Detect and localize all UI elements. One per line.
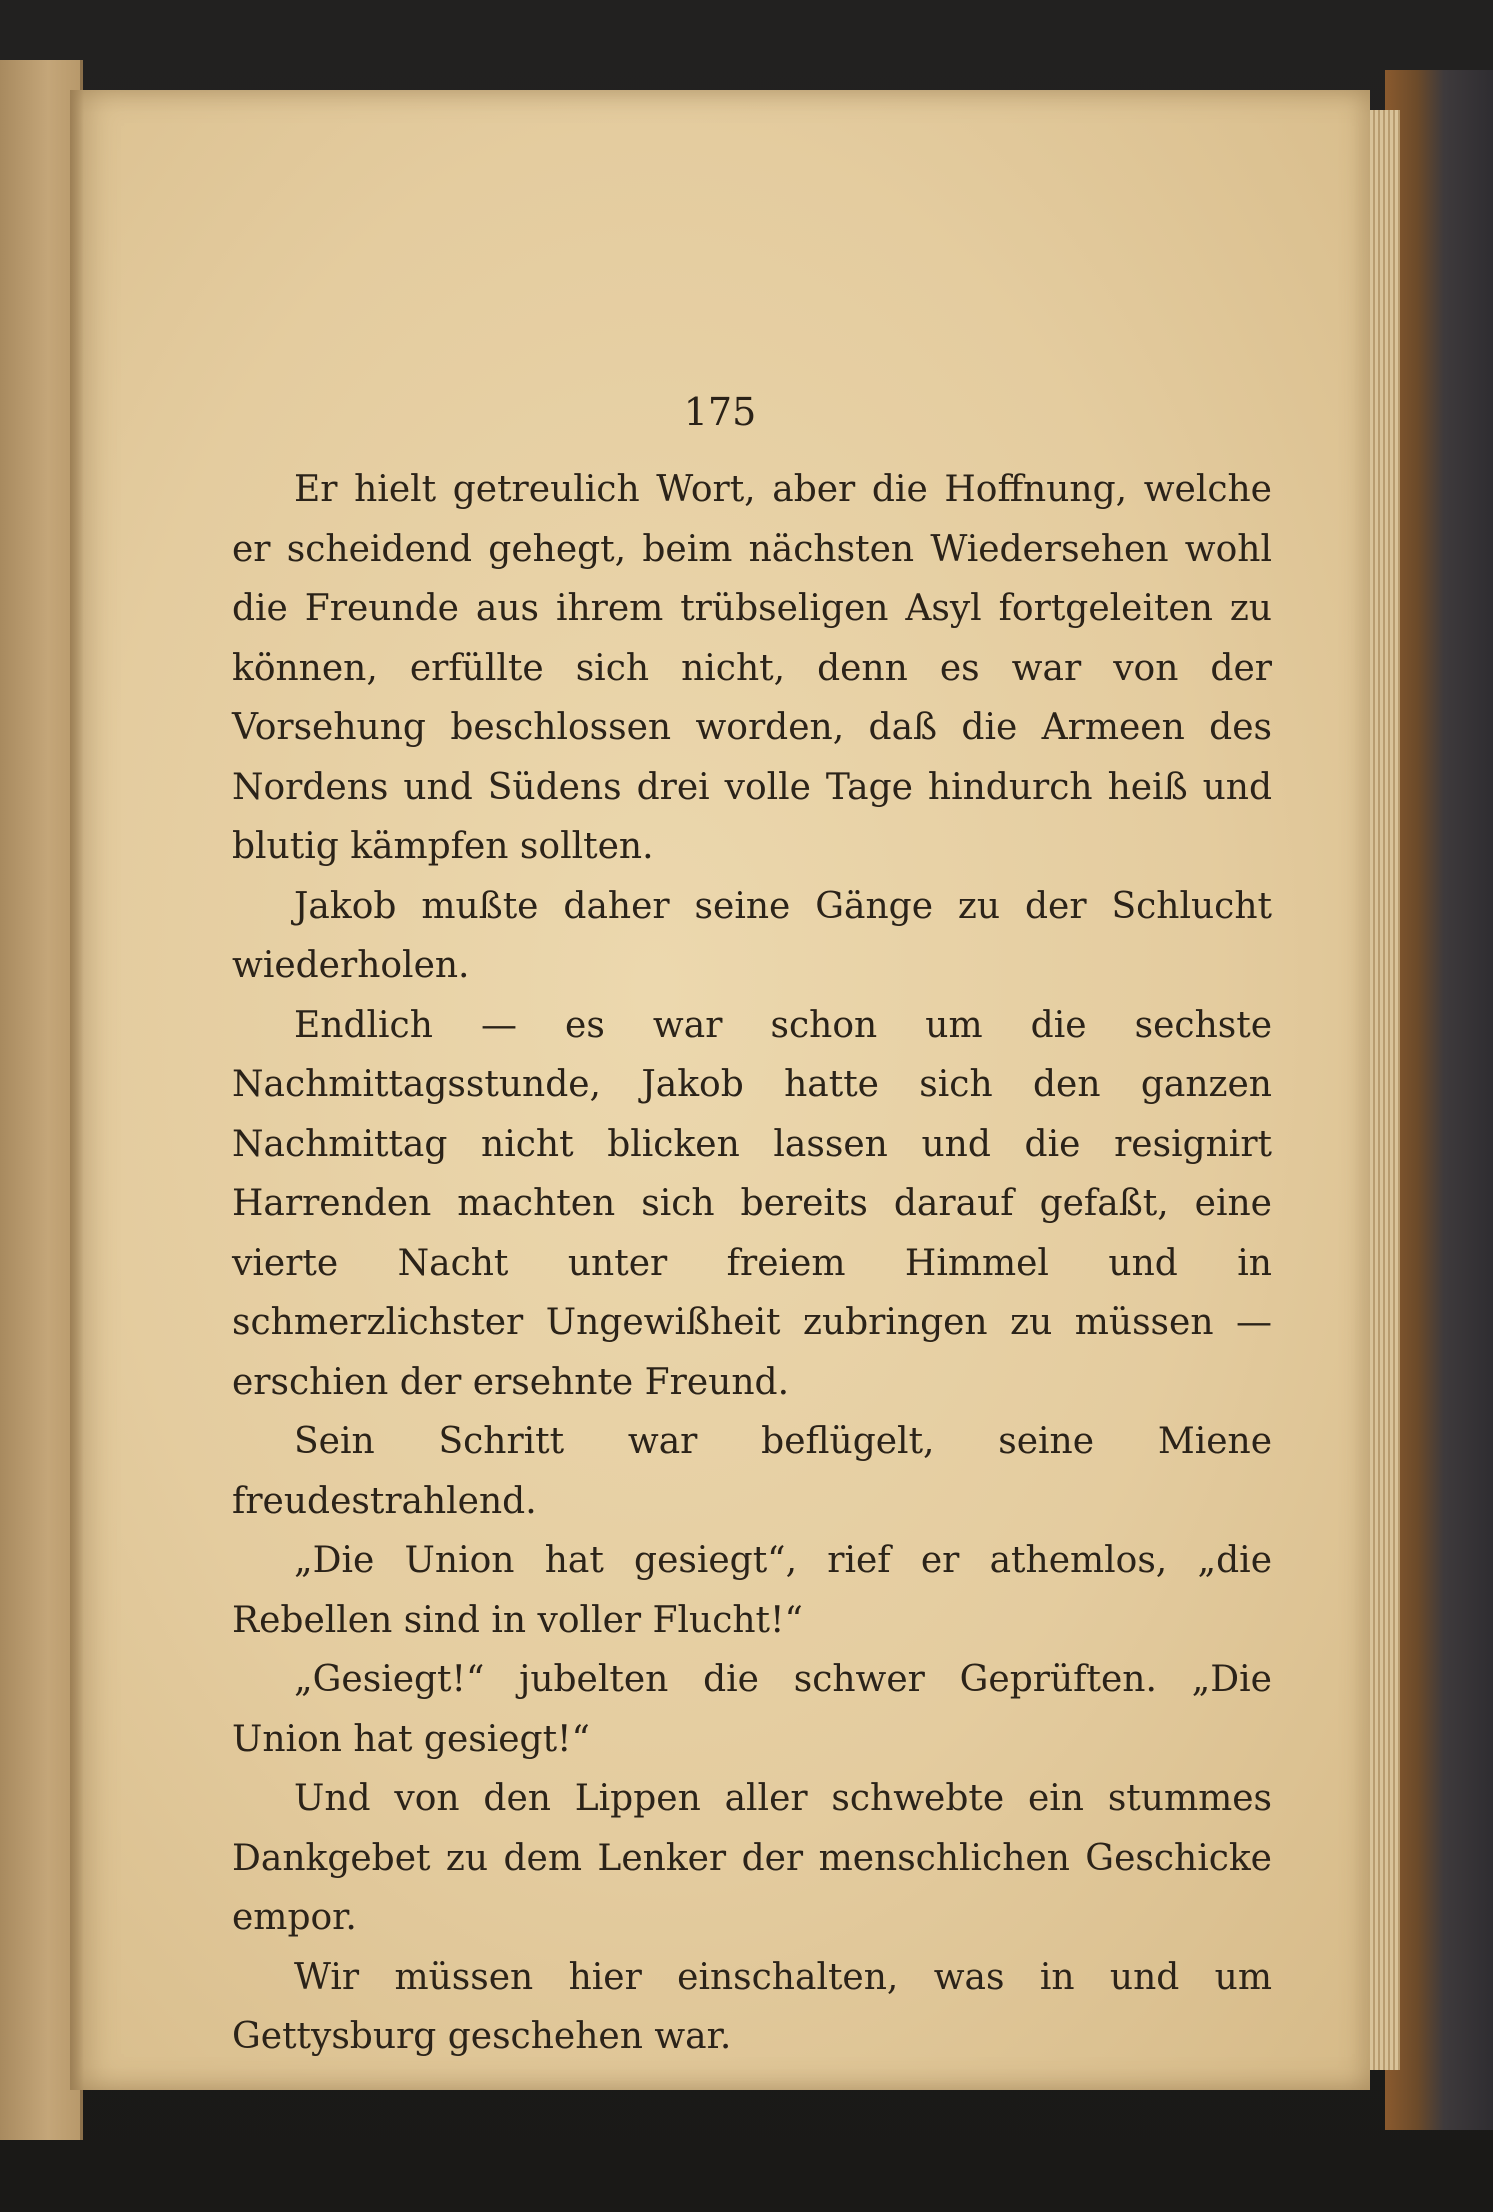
page-text [232, 460, 1272, 2067]
book-cover-edge [1385, 70, 1493, 2130]
paragraph-6: „Gesiegt!“ jubelten die schwer Geprüften. „Die Union hat gesiegt!“ [232, 1659, 1272, 1760]
paragraph-7: Und von den Lippen aller schwebte ein stummes Dankgebet zu dem Lenker der menschlichen Geschicke empor. [232, 1778, 1272, 1938]
paragraph-1: Er hielt getreulich Wort, aber die Hoffnung, welche er scheidend gehegt, beim nächsten Wiedersehen wohl die Freunde aus ihrem trübseligen Asyl fortgeleiten zu können, erfüllte sich nicht, denn es war von der Vorsehung beschlossen worden, daß die Armeen des Nordens und Südens drei volle Tage hindurch heiß und blutig kämpfen sollten. [232, 469, 1272, 867]
book-page [70, 90, 1370, 2090]
paragraph-2: Jakob mußte daher seine Gänge zu der Schlucht wiederholen. [232, 885, 1272, 986]
paragraph-5: „Die Union hat gesiegt“, rief er athemlos, „die Rebellen sind in voller Flucht!“ [232, 1540, 1272, 1641]
page-number: 175 [683, 390, 757, 434]
paragraph-3: Endlich — es war schon um die sechste Nachmittagsstunde, Jakob hatte sich den ganzen Nachmittag nicht blicken lassen und die resignirt Harrenden machten sich bereits darauf gefaßt, eine vierte Nacht unter freiem Himmel und in schmerzlichster Ungewißheit zubringen zu müssen — erschien der ersehnte Freund. [232, 1004, 1272, 1403]
paragraph-8: Wir müssen hier einschalten, was in und um Gettysburg geschehen war. [232, 1956, 1272, 2057]
paragraph-4: Sein Schritt war beflügelt, seine Miene freudestrahlend. [232, 1421, 1272, 1522]
page-gutter-shadow [70, 90, 84, 2090]
